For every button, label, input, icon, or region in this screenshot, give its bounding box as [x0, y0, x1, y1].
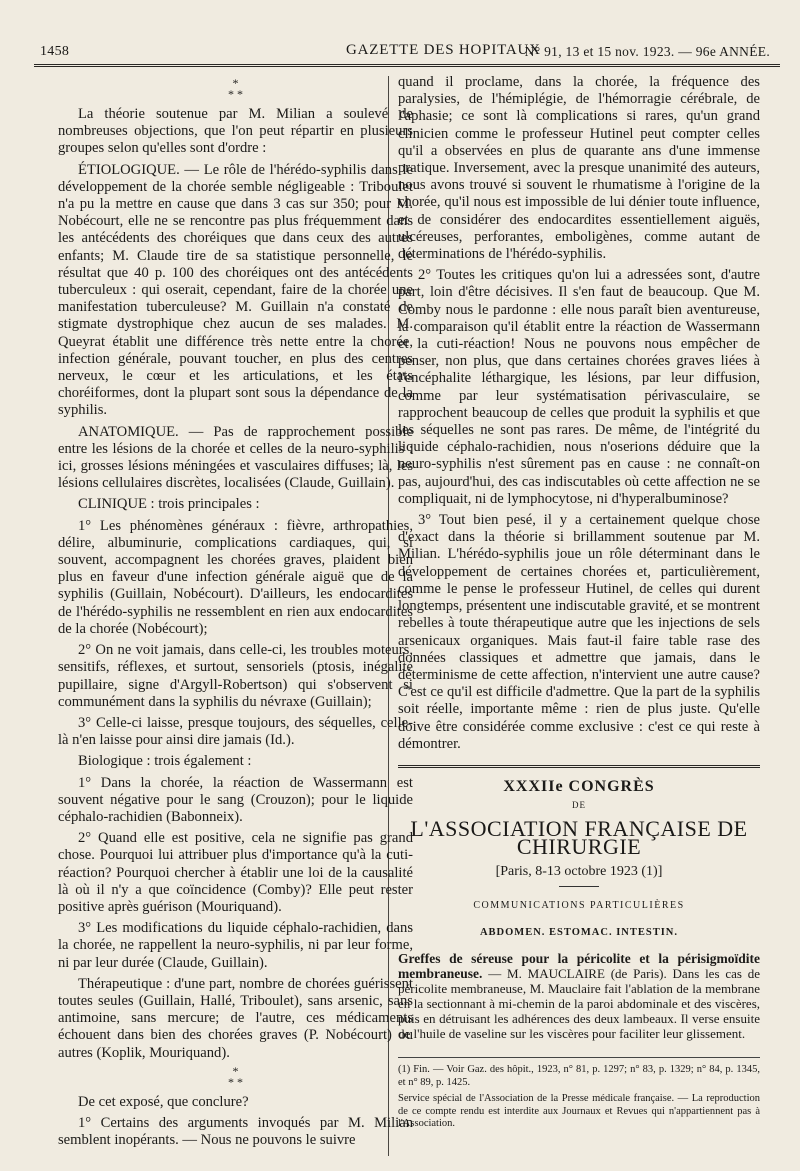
congress-de: DE	[572, 800, 586, 811]
paragraph-clinique-1: 1° Les phénomènes généraux : fièvre, arthropathies, délire, albuminurie, complications cardiaques, qui, si souvent, accompagnent les chorées graves, plaident bien plus en faveur d'une infection générale aiguë que de la syphilis (Guillain, Nobécourt). D'ailleurs, les endocardites de l'hérédo-syphilis ne ressemblent en rien aux endocardites de la chorée (Nobécourt);	[58, 517, 413, 637]
paragraph-therapeutique: Thérapeutique : d'une part, nombre de chorées guérissent toutes seules (Guillain, Hallé, Triboulet), sans arsenic, sans antimoine, sans mercure; de l'autre, ces médicaments échouent dans bien des chorées graves (P. Nobécourt) ou autres (Koplik, Mouriquand).	[58, 975, 413, 1061]
paragraph-biologique-1: 1° Dans la chorée, la réaction de Wassermann est souvent négative pour le sang (Crouzon); pour le liquide céphalo-rachidien (Babonneix).	[58, 774, 413, 825]
page-header	[34, 38, 780, 67]
paragraph-clinique: CLINIQUE : trois principales :	[78, 496, 260, 513]
footnote-rule	[398, 1057, 760, 1058]
left-column	[58, 74, 413, 1153]
page-number: 1458	[40, 44, 70, 59]
paragraph-biologique-3: 3° Les modifications du liquide céphalo-rachidien, dans la chorée, ne rappellent la neuro-syphilis, ni par leur forme, ni par leur durée (Claude, Guillain).	[58, 920, 413, 971]
section-heading: ABDOMEN. ESTOMAC. INTESTIN.	[479, 927, 679, 939]
footnote-2: Service spécial de l'Association de la Presse médicale française. — La reproduction de ce compte rendu est interdite aux Journaux et Revues qui n'appartiennent pas à l'Association.	[398, 1093, 760, 1130]
congress-title: XXXIIe CONGRÈS	[503, 777, 655, 795]
paragraph-etiologique: ÉTIOLOGIQUE. — Le rôle de l'hérédo-syphilis dans le développement de la chorée semble négligeable : Triboulet n'a pu la mettre en cause que dans 3 cas sur 350; pour M. Nobécourt, elle ne se rencontre pas plus fréquemment dans les antécédents des choréiques que dans ceux des autres enfants; M. Claude tire de sa statistique personnelle, le résultat que 40 p. 100 des choréiques ont des antécédents tuberculeux : qui oserait, cependant, faire de la chorée une manifestation tuberculeuse? M. Guillain n'a constaté de stigmate dystrophique chez aucun de ses malades. M. Queyrat établit une différence très nette entre la chorée, infection générale, pouvant toucher, en plus des centres nerveux, le cœur et les articulations, et les états choréiformes, dont la plupart sont sous la dépendance de la syphilis.	[58, 161, 413, 419]
short-rule	[559, 886, 599, 887]
section-stars: * * *	[228, 1063, 243, 1089]
paragraph-biologique: Biologique : trois également :	[78, 753, 252, 770]
article	[398, 951, 760, 1041]
paragraph-right-2: 2° Toutes les critiques qu'on lui a adressées sont, d'autre part, loin d'être décisives. Il s'en faut de beaucoup. Que M. Comby nous le pardonne : elle nous paraît bien aventureuse, la comparaison qu'il établit entre la réaction de Wassermann et la cuti-réaction! Nous ne pouvons nous empêcher de penser, non plus, que dans certaines chorées graves liées à l'encéphalite léthargique, les lésions, par leur diffusion, comme par leur systématisation périvasculaire, se rapprochent beaucoup de celles que produit la syphilis et que les séquelles ne sont pas rares. De même, de l'intégrité du liquide céphalo-rachidien, nous n'oserions déduire que la neuro-syphilis n'est sûrement pas en cause : ne connaît-on pas, aujourd'hui, des cas indiscutables où cette affection ne se compliquait, ni de lymphocytose, ni d'hyperalbuminose?	[398, 267, 760, 507]
right-column	[398, 74, 760, 1135]
paragraph-conclusion: De cet exposé, que conclure?	[78, 1093, 249, 1110]
footnote-1: (1) Fin. — Voir Gaz. des hôpit., 1923, n° 81, p. 1297; n° 83, p. 1329; n° 84, p. 1345, et n° 89, p. 1425.	[398, 1064, 760, 1088]
paragraph-right-1: quand il proclame, dans la chorée, la fréquence des paralysies, de l'hémiplégie, de l'hémorragie cérébrale, de l'aphasie; ce sont là complications si rares, qu'un grand clinicien comme le professeur Hutinel peut compter celles qu'il a observées en plus de quarante ans d'une immense pratique. Inversement, avec la presque unanimité des auteurs, nous avons trouvé si souvent le rhumatisme à l'origine de la chorée, qu'il nous est impossible de lui dénier toute influence, et de considérer des endocardites essentiellement aiguës, ulcéreuses, perforantes, emboligènes, comme autant de déterminations de l'hérédo-syphilis.	[398, 74, 760, 263]
paragraph-clinique-3: 3° Celle-ci laisse, presque toujours, des séquelles, celle-là n'en laisse pour ainsi dire jamais (Id.).	[58, 714, 413, 749]
paragraph-anatomique: ANATOMIQUE. — Pas de rapprochement possible entre les lésions de la chorée et celles de la neuro-syphilis : ici, grosses lésions méningées et vasculaires diffuses; là, les lésions cellulaires discrètes, localisées (Claude, Guillain).	[58, 423, 413, 492]
communications-heading: COMMUNICATIONS PARTICULIÈRES	[473, 899, 685, 911]
paragraph-right-3: 3° Tout bien pesé, il y a certainement quelque chose d'exact dans la théorie si brillamment soutenue par M. Milian. L'hérédo-syphilis joue un rôle déterminant dans le développement de certaines chorées et, particulièrement, comme le pense le professeur Hutinel, de celles qui durent longtemps, présentent une indiscutable gravité, et se montrent rebelles à toute thérapeutique autre que les injections de sels arsenicaux organiques. Mais faut-il faire table rase des données classiques et admettre que jamais, dans le déterminisme de cette affection, n'intervient une autre cause? C'est ce qu'il est difficile d'admettre. Que la part de la syphilis soit réelle, importante même : rien de plus juste. Qu'elle doive être considérée comme exclusive : c'est ce qui reste à démontrer.	[398, 512, 760, 752]
section-rule	[398, 765, 760, 768]
article-body: — M. MAUCLAIRE (de Paris). Dans les cas de péricolite membraneuse, M. Mauclaire fait l'ablation de la membrane en la sectionnant à mi-chemin de la paroi abdominale et des viscères, puis en détruisant les adhérences des deux lambeaux. Il verse ensuite de l'huile de vaseline sur les viscères pour faciliter leur glissement.	[398, 966, 761, 1042]
issue-info: N° 91, 13 et 15 nov. 1923. — 96e ANNÉE.	[524, 44, 770, 59]
section-stars: * * *	[228, 76, 243, 101]
paragraph-conclusion-1: 1° Certains des arguments invoqués par M. Milian semblent inopérants. — Nous ne pouvons le suivre	[58, 1114, 413, 1149]
paragraph-clinique-2: 2° On ne voit jamais, dans celle-ci, les troubles moteurs, sensitifs, réflexes, et surtout, sensoriels (ptosis, inégalité pupillaire, signe d'Argyll-Robertson) qui s'observent si communément dans la syphilis du névraxe (Guillain);	[58, 642, 413, 710]
paragraph-intro: La théorie soutenue par M. Milian a soulevé de nombreuses objections, que l'on peut répartir en plusieurs groupes selon qu'elles sont d'ordre :	[58, 106, 413, 157]
paragraph-biologique-2: 2° Quand elle est positive, cela ne signifie pas grand chose. Pourquoi lui attribuer plus d'importance qu'à la cuti-réaction? Pourquoi chercher à établir une loi de la causalité là où il n'y a que coïncidence (Comby)? Elle peut rester positive après guérison (Mouriquand).	[58, 830, 413, 915]
article-title: Greffes de séreuse pour la péricolite et la périsigmoïdite membraneuse.	[398, 951, 760, 982]
journal-title: GAZETTE DES HOPITAUX	[346, 42, 541, 58]
congress-society: L'ASSOCIATION FRANÇAISE DE CHIRURGIE	[410, 816, 748, 859]
congress-date: [Paris, 8-13 octobre 1923 (1)]	[495, 863, 663, 879]
